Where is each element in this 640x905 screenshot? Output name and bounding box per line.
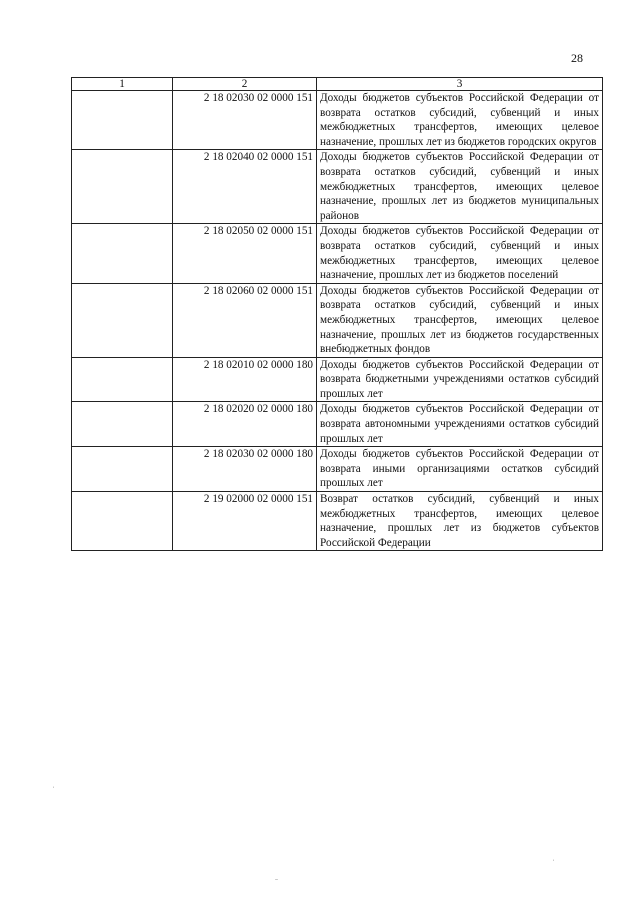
table-row [72, 283, 603, 357]
code-description: Возврат остатков субсидий, субвенций и иных межбюджетных трансфертов, имеющих целевое назначение, прошлых лет из бюджетов субъектов Российской Федерации [317, 492, 603, 551]
code-description: Доходы бюджетов субъектов Российской Федерации от возврата остатков субсидий, субвенций и иных межбюджетных трансфертов, имеющих целевое назначение, прошлых лет из бюджетов государственных внебюджетных фондов [317, 283, 603, 357]
column-header-2: 2 [173, 78, 317, 91]
row-blank-cell [72, 492, 173, 551]
code-description: Доходы бюджетов субъектов Российской Федерации от возврата бюджетными учреждениями остатков субсидий прошлых лет [317, 357, 603, 402]
table-row [72, 402, 603, 447]
code-description: Доходы бюджетов субъектов Российской Федерации от возврата автономными учреждениями остатков субсидий прошлых лет [317, 402, 603, 447]
table-row [72, 150, 603, 224]
table-row [72, 492, 603, 551]
table-header-row [72, 78, 603, 91]
budget-code: 2 18 02050 02 0000 151 [173, 224, 317, 283]
code-description: Доходы бюджетов субъектов Российской Федерации от возврата остатков субсидий, субвенций и иных межбюджетных трансфертов, имеющих целевое назначение, прошлых лет из бюджетов городских округов [317, 91, 603, 150]
row-blank-cell [72, 150, 173, 224]
budget-code: 2 18 02030 02 0000 180 [173, 447, 317, 492]
table-row [72, 224, 603, 283]
scan-speck: ˌ [52, 778, 55, 788]
budget-code: 2 18 02040 02 0000 151 [173, 150, 317, 224]
row-blank-cell [72, 283, 173, 357]
budget-code: 2 19 02000 02 0000 151 [173, 492, 317, 551]
budget-code: 2 18 02060 02 0000 151 [173, 283, 317, 357]
page-number: 28 [571, 51, 583, 65]
row-blank-cell [72, 402, 173, 447]
code-description: Доходы бюджетов субъектов Российской Федерации от возврата остатков субсидий, субвенций и иных межбюджетных трансфертов, имеющих целевое назначение, прошлых лет из бюджетов муниципальных районов [317, 150, 603, 224]
code-description: Доходы бюджетов субъектов Российской Федерации от возврата остатков субсидий, субвенций и иных межбюджетных трансфертов, имеющих целевое назначение, прошлых лет из бюджетов поселений [317, 224, 603, 283]
row-blank-cell [72, 447, 173, 492]
table-row [72, 357, 603, 402]
row-blank-cell [72, 357, 173, 402]
column-header-3: 3 [317, 78, 603, 91]
code-description: Доходы бюджетов субъектов Российской Федерации от возврата иными организациями остатков субсидий прошлых лет [317, 447, 603, 492]
table-row [72, 91, 603, 150]
budget-classification-table [71, 77, 603, 551]
row-blank-cell [72, 224, 173, 283]
budget-code: 2 18 02010 02 0000 180 [173, 357, 317, 402]
budget-code: 2 18 02030 02 0000 151 [173, 91, 317, 150]
scan-speck: ˌ [552, 851, 555, 861]
budget-code: 2 18 02020 02 0000 180 [173, 402, 317, 447]
scan-speck: ˉ [275, 877, 278, 887]
row-blank-cell [72, 91, 173, 150]
column-header-1: 1 [72, 78, 173, 91]
table-row [72, 447, 603, 492]
